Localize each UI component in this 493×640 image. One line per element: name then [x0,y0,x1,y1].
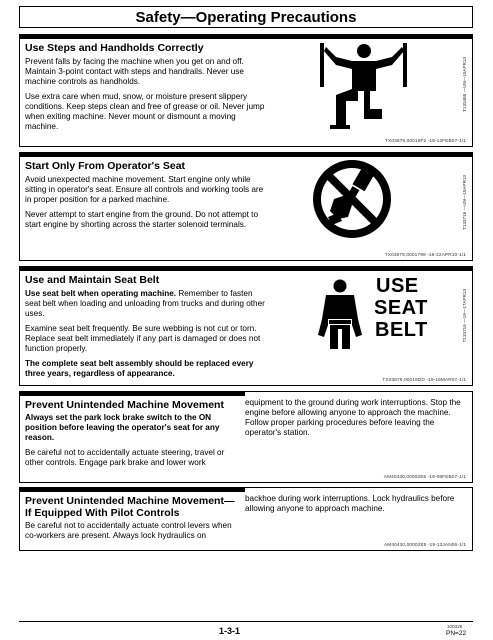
section-body-right [245,494,467,519]
person-on-steps-icon [316,39,411,131]
emphasis-text: Use seat belt when operating machine. [25,289,177,298]
figure-code: T133716 —UN—15APR13 [462,175,467,230]
section-heading: Use and Maintain Seat Belt [25,274,160,286]
section-seat-belt [19,266,473,386]
reference-code: TX03679,00016F2 -19-12FEB07-1/1 [385,139,466,144]
section-top-bar [20,267,472,271]
section-heading: Prevent Unintended Machine Movement—If Equipped With Pilot Controls [25,495,235,519]
footer-date-code: 100326 [447,624,463,629]
paragraph: backhoe during work interruptions. Lock hydraulics before allowing anyone to approach machine. [245,494,455,513]
paragraph: Always set the park lock brake switch to the ON position before leaving the operator's seat for any reason. [25,413,220,442]
section-start-from-seat [19,152,473,261]
section-unintended-movement [19,391,473,483]
footer-rule [19,621,473,622]
paragraph: Be careful not to accidentally actuate control levers when co-workers are present. Always lock hydraulics on [25,521,232,540]
paragraph [25,289,265,319]
section-body [25,521,245,546]
section-top-bar [20,488,245,492]
section-heading: Use Steps and Handholds Correctly [25,42,204,54]
reference-code: TX03679,0001799 -19-22APR10-1/1 [384,253,466,258]
section-top-bar [20,392,245,396]
figure-code: T133716 —19—17APR13 [462,289,467,343]
figure-code: T133468 —UN—15APR13 [462,57,467,112]
reference-code: AM40430,00002E5 -19-13JAN06-1/1 [383,543,466,548]
section-heading: Start Only From Operator's Seat [25,160,186,172]
paragraph: Use extra care when mud, snow, or moisture present slippery conditions. Keep steps clean and free of grease or oil. Never jump when exiting machine. Never mount or dismount a moving machine. [25,92,265,131]
section-body [25,57,265,137]
paragraph: equipment to the ground during work interruptions. Stop the engine before allowing anyone to approach the machine. Follow proper parking procedures before leaving the operator's station. [245,398,461,437]
section-body-right [245,398,467,443]
no-bypass-start-icon [312,159,392,239]
section-heading: Prevent Unintended Machine Movement [25,399,224,411]
section-pilot-controls [19,487,473,551]
page-number: 1-3-1 [219,626,241,636]
paragraph: Avoid unexpected machine movement. Start engine only while sitting in operator's seat. Ensure all controls and working tools are in proper position for a parked machine. [25,175,264,204]
section-body [25,175,265,235]
paragraph-text: Remember to fasten seat belt when loading and unloading from trucks and during other uses. [25,289,265,318]
section-body [25,413,245,473]
paragraph: Never attempt to start engine from the ground. Do not attempt to start engine by shorting across the starter solenoid terminals. [25,210,259,229]
reference-code: TX03679,00016DD -19-19MAR07-1/1 [382,378,466,383]
paragraph: Be careful not to accidentally actuate steering, travel or other controls. Engage park brake and lower work [25,448,225,467]
section-top-bar [20,153,472,157]
seat-belt-sign [374,275,428,341]
sign-line: SEAT [374,297,428,319]
footer-pn: PN=22 [446,630,467,637]
page-title: Safety—Operating Precautions [19,6,473,28]
paragraph: Prevent falls by facing the machine when you get on and off. Maintain 3-point contact with steps and handrails. Never use machine controls as handholds. [25,57,244,86]
paragraph: Examine seat belt frequently. Be sure webbing is not cut or torn. Replace seat belt immediately if any part is damaged or does not function properly. [25,324,261,353]
section-body [25,289,265,384]
section-use-steps [19,34,473,147]
sign-line: USE [376,275,419,297]
seat-belt-person-icon [316,279,364,351]
reference-code: AM40430,00002E6 -19-08FEB07-1/1 [383,475,466,480]
paragraph: The complete seat belt assembly should be replaced every three years, regardless of appearance. [25,359,254,378]
sign-line: BELT [375,319,428,341]
